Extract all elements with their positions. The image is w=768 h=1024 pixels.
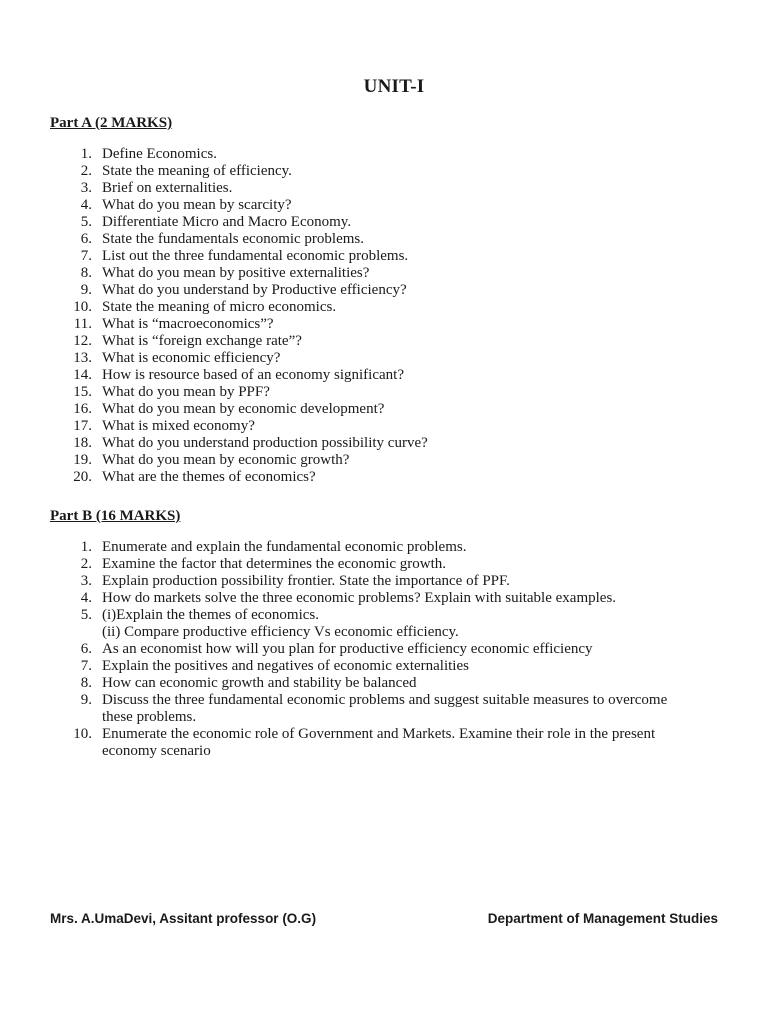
question-text-continued: economy scenario — [102, 743, 211, 759]
question-text: State the meaning of micro economics. — [102, 299, 337, 315]
part-a-question — [0, 180, 428, 197]
question-number: 6. — [80, 231, 92, 247]
question-number: 4. — [80, 590, 92, 606]
part-a-question — [0, 469, 428, 486]
question-number: 17. — [73, 418, 92, 434]
question-number: 7. — [80, 248, 92, 264]
part-b-question — [0, 675, 667, 692]
part-b-question — [0, 658, 667, 675]
part-b-heading: Part B (16 MARKS) — [50, 508, 181, 524]
question-text: List out the three fundamental economic problems. — [102, 248, 409, 264]
part-a-question — [0, 435, 428, 452]
question-text: How can economic growth and stability be balanced — [102, 675, 417, 691]
part-a-question — [0, 214, 428, 231]
question-text: Brief on externalities. — [102, 180, 233, 196]
question-text: Explain the positives and negatives of economic externalities — [102, 658, 469, 674]
question-number: 11. — [73, 316, 92, 332]
question-number: 13. — [73, 350, 92, 366]
question-text: How do markets solve the three economic problems? Explain with suitable examples. — [102, 590, 617, 606]
question-number: 15. — [73, 384, 92, 400]
question-number: 3. — [80, 573, 92, 589]
question-text: What is “foreign exchange rate”? — [102, 333, 302, 349]
question-text: What do you mean by economic development? — [102, 401, 385, 417]
question-text: What is “macroeconomics”? — [102, 316, 274, 332]
question-number: 19. — [73, 452, 92, 468]
part-a-question — [0, 248, 428, 265]
question-text: What are the themes of economics? — [102, 469, 316, 485]
question-text: (i)Explain the themes of economics. — [102, 607, 320, 623]
question-number: 2. — [80, 163, 92, 179]
question-text: As an economist how will you plan for productive efficiency economic efficiency — [102, 641, 593, 657]
part-b-question — [0, 726, 667, 760]
question-text-continued: these problems. — [102, 709, 197, 725]
question-number: 9. — [80, 692, 92, 708]
part-a-question — [0, 163, 428, 180]
part-a-question — [0, 231, 428, 248]
question-number: 1. — [80, 146, 92, 162]
part-a-question — [0, 401, 428, 418]
part-a-question — [0, 265, 428, 282]
question-text: What do you mean by PPF? — [102, 384, 270, 400]
part-a-question — [0, 384, 428, 401]
part-b-question — [0, 607, 667, 641]
question-text: How is resource based of an economy significant? — [102, 367, 404, 383]
question-number: 18. — [73, 435, 92, 451]
part-a-question — [0, 316, 428, 333]
question-text: Explain production possibility frontier. State the importance of PPF. — [102, 573, 510, 589]
part-a-question — [0, 367, 428, 384]
part-b-question — [0, 556, 667, 573]
part-a-question — [0, 282, 428, 299]
question-text: Enumerate and explain the fundamental economic problems. — [102, 539, 467, 555]
question-text: State the meaning of efficiency. — [102, 163, 292, 179]
question-number: 10. — [73, 299, 92, 315]
part-a-question — [0, 350, 428, 367]
part-b-question-list — [0, 539, 667, 760]
question-number: 20. — [73, 469, 92, 485]
part-a-question — [0, 299, 428, 316]
footer-department: Department of Management Studies — [487, 911, 718, 926]
part-a-heading: Part A (2 MARKS) — [50, 115, 173, 131]
footer-author: Mrs. A.UmaDevi, Assitant professor (O.G) — [50, 911, 317, 926]
question-text: What is mixed economy? — [102, 418, 255, 434]
part-b-question — [0, 692, 667, 726]
question-number: 8. — [80, 675, 92, 691]
question-text: What do you mean by positive externalities? — [102, 265, 370, 281]
unit-title-text: UNIT-I — [363, 76, 425, 97]
question-number: 10. — [73, 726, 92, 742]
question-text: Examine the factor that determines the economic growth. — [102, 556, 447, 572]
question-number: 3. — [80, 180, 92, 196]
part-a-question — [0, 333, 428, 350]
question-number: 1. — [80, 539, 92, 555]
question-number: 5. — [80, 214, 92, 230]
part-a-question — [0, 146, 428, 163]
question-text: What do you understand by Productive efficiency? — [102, 282, 407, 298]
part-a-question — [0, 197, 428, 214]
question-text: What do you mean by economic growth? — [102, 452, 350, 468]
question-text-continued: (ii) Compare productive efficiency Vs economic efficiency. — [102, 624, 459, 640]
part-a-question-list — [0, 146, 428, 486]
part-b-question — [0, 590, 667, 607]
question-number: 5. — [80, 607, 92, 623]
question-number: 7. — [80, 658, 92, 674]
part-a-question — [0, 452, 428, 469]
question-number: 16. — [73, 401, 92, 417]
question-number: 2. — [80, 556, 92, 572]
question-number: 8. — [80, 265, 92, 281]
question-number: 4. — [80, 197, 92, 213]
part-b-question — [0, 573, 667, 590]
question-number: 12. — [73, 333, 92, 349]
part-b-question — [0, 641, 667, 658]
part-b-question — [0, 539, 667, 556]
question-text: State the fundamentals economic problems. — [102, 231, 365, 247]
question-text: Differentiate Micro and Macro Economy. — [102, 214, 352, 230]
question-number: 9. — [80, 282, 92, 298]
question-text: What is economic efficiency? — [102, 350, 281, 366]
question-number: 6. — [80, 641, 92, 657]
question-number: 14. — [73, 367, 92, 383]
unit-title — [0, 76, 768, 98]
question-text: What do you understand production possibility curve? — [102, 435, 428, 451]
question-text: Enumerate the economic role of Government and Markets. Examine their role in the present — [102, 726, 656, 742]
question-text: Discuss the three fundamental economic problems and suggest suitable measures to overcome — [102, 692, 668, 708]
question-text: What do you mean by scarcity? — [102, 197, 292, 213]
question-text: Define Economics. — [102, 146, 217, 162]
part-a-question — [0, 418, 428, 435]
